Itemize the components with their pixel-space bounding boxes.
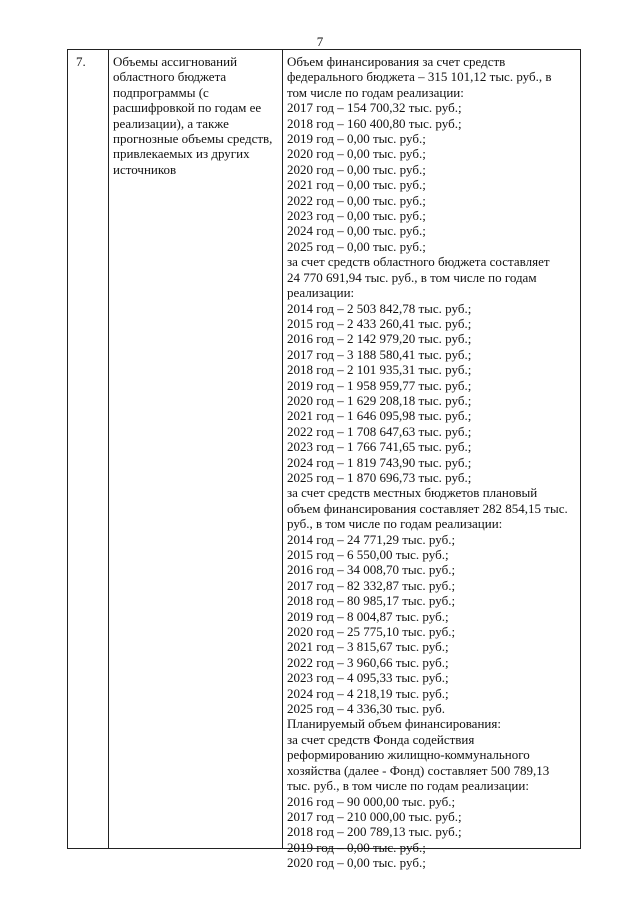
content-line: 2019 год – 0,00 тыс. руб.; [287,839,426,855]
content-line: 2019 год – 1 958 959,77 тыс. руб.; [287,377,472,393]
content-line: Объем финансирования за счет средств [287,54,506,69]
content-line: 2021 год – 1 646 095,98 тыс. руб.; [287,408,472,424]
content-line: 2015 год – 6 550,00 тыс. руб.; [287,547,449,562]
content-line: 2017 год – 210 000,00 тыс. руб.; [287,808,462,824]
content-line: 2018 год – 160 400,80 тыс. руб.; [287,115,462,131]
content-line: 2023 год – 0,00 тыс. руб.; [287,208,426,224]
content-line: том числе по годам реализации: [287,84,464,100]
content-line: 2021 год – 3 815,67 тыс. руб.; [287,639,449,655]
content-line: 2022 год – 1 708 647,63 тыс. руб.; [287,423,472,439]
content-line: 2015 год – 2 433 260,41 тыс. руб.; [287,315,472,331]
row-title: Объемы ассигнований областного бюджета подпрограммы (с расшифровкой по годам ее реализации), а также прогнозные объемы средств, привлекаемых из других источников [113,54,273,177]
content-line: 2016 год – 34 008,70 тыс. руб.; [287,562,456,578]
content-line: 2017 год – 3 188 580,41 тыс. руб.; [287,346,472,362]
content-line: 2024 год – 1 819 743,90 тыс. руб.; [287,454,472,470]
content-line: 2016 год – 2 142 979,20 тыс. руб.; [287,331,472,347]
content-line: 2023 год – 1 766 741,65 тыс. руб.; [287,439,472,455]
content-line: объем финансирования составляет 282 854,15 тыс. [287,500,568,516]
content-line: 2021 год – 0,00 тыс. руб.; [287,177,426,193]
content-line: 2019 год – 8 004,87 тыс. руб.; [287,608,449,624]
content-line: 2023 год – 4 095,33 тыс. руб.; [287,670,449,686]
content-line: тыс. руб., в том числе по годам реализации: [287,778,529,794]
content-line: 2016 год – 90 000,00 тыс. руб.; [287,793,456,809]
content-line: за счет средств областного бюджета составляет [287,254,550,270]
financing-table [67,49,581,871]
content-line: за счет средств местных бюджетов плановый [287,485,538,501]
content-line: федерального бюджета – 315 101,12 тыс. руб., в [287,69,552,85]
content-line: за счет средств Фонда содействия [287,731,475,747]
content-line: 2022 год – 3 960,66 тыс. руб.; [287,654,449,670]
content-line: 2020 год – 0,00 тыс. руб.; [287,855,426,871]
content-line: 2025 год – 0,00 тыс. руб.; [287,238,426,254]
content-line: 2018 год – 2 101 935,31 тыс. руб.; [287,362,472,378]
page-number: 7 [316,34,324,49]
content-line: 2022 год – 0,00 тыс. руб.; [287,192,426,208]
content-line: хозяйства (далее - Фонд) составляет 500 789,13 [287,762,550,778]
content-line: 2020 год – 25 775,10 тыс. руб.; [287,624,456,640]
content-line: 2014 год – 2 503 842,78 тыс. руб.; [287,300,472,316]
content-line: 2020 год – 0,00 тыс. руб.; [287,146,426,162]
content-line: 2024 год – 4 218,19 тыс. руб.; [287,685,449,701]
content-line: 2017 год – 154 700,32 тыс. руб.; [287,100,462,116]
content-line: 2024 год – 0,00 тыс. руб.; [287,223,426,239]
row-number: 7. [76,54,86,69]
content-line: Планируемый объем финансирования: [287,716,501,732]
content-line: 2020 год – 0,00 тыс. руб.; [287,161,426,177]
content-line: 2019 год – 0,00 тыс. руб.; [287,131,426,147]
content-line: 2018 год – 200 789,13 тыс. руб.; [287,824,462,840]
content-line: реализации: [287,285,355,301]
content-line: 2025 год – 1 870 696,73 тыс. руб.; [287,469,472,485]
content-line: 2020 год – 1 629 208,18 тыс. руб.; [287,392,472,408]
content-line: 2014 год – 24 771,29 тыс. руб.; [287,531,456,547]
content-line: реформированию жилищно-коммунального [287,747,530,763]
content-line: руб., в том числе по годам реализации: [287,516,503,532]
content-line: 2018 год – 80 985,17 тыс. руб.; [287,593,456,609]
column-divider [282,50,283,848]
content-line: 24 770 691,94 тыс. руб., в том числе по годам [287,269,537,285]
row-content [287,54,579,871]
content-line: 2025 год – 4 336,30 тыс. руб. [287,701,445,717]
column-divider [108,50,109,848]
content-line: 2017 год – 82 332,87 тыс. руб.; [287,577,456,593]
